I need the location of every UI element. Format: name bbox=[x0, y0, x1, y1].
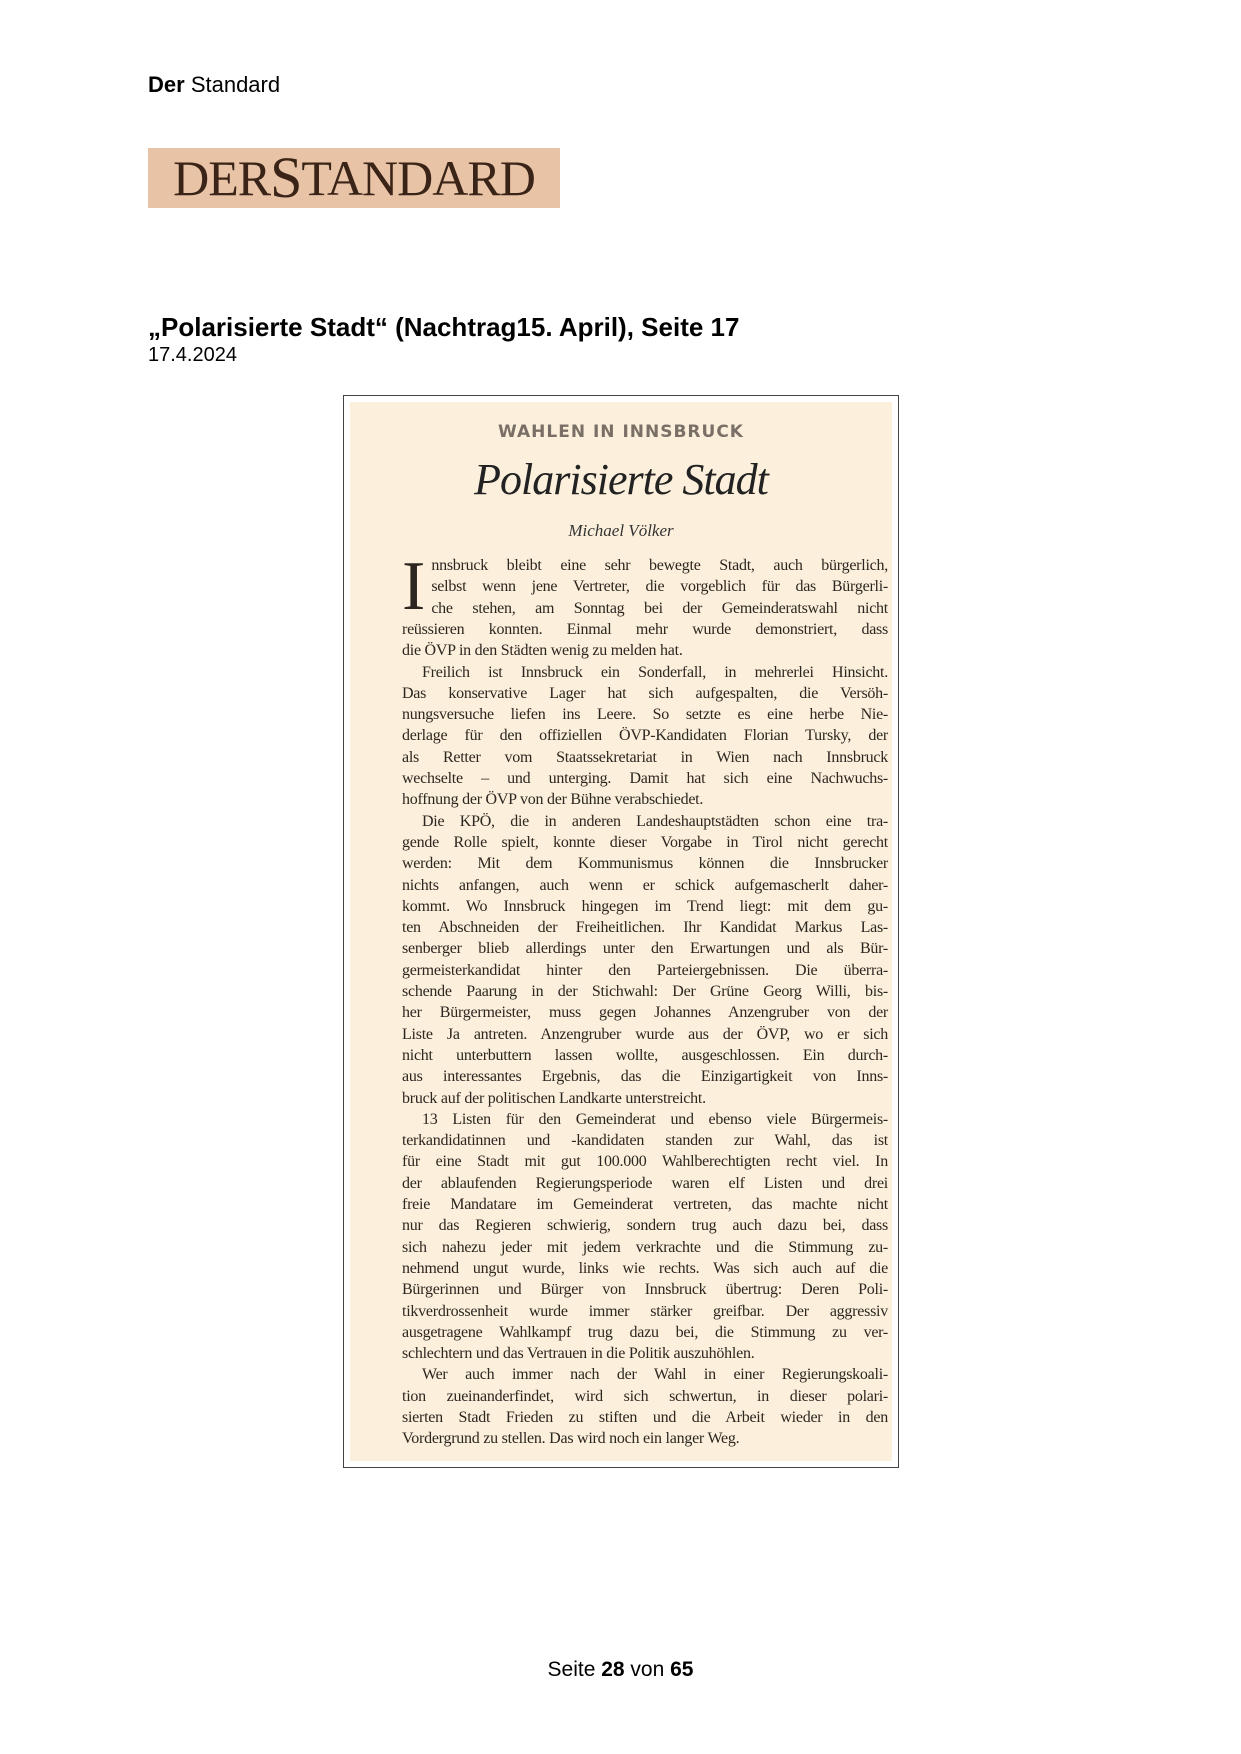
text-line: freie Mandatare im Gemeinderat vertreten, das machte nicht bbox=[402, 1196, 888, 1214]
logo-text: S bbox=[270, 145, 302, 210]
paragraph bbox=[402, 1364, 888, 1449]
logo-text: TANDARD bbox=[301, 150, 535, 206]
text-line: tion zueinanderfindet, wird sich schwertun, in dieser polari- bbox=[402, 1387, 888, 1405]
headline: Polarisierte Stadt bbox=[474, 455, 768, 504]
footer-prefix: Seite bbox=[547, 1658, 602, 1681]
text-line: Bürgerinnen und Bürger von Innsbruck übertrug: Deren Poli- bbox=[402, 1281, 888, 1299]
text-line: germeisterkandidat hinter den Parteiergebnissen. Die überra- bbox=[402, 961, 888, 979]
text-line: aus interessantes Ergebnis, das die Einzigartigkeit von Inns- bbox=[402, 1068, 888, 1086]
drop-cap: I bbox=[402, 548, 426, 625]
logo-text: DER bbox=[173, 150, 271, 206]
text-line: Die KPÖ, die in anderen Landeshauptstädten schon eine tra- bbox=[422, 812, 888, 830]
text-line: kommt. Wo Innsbruck hingegen im Trend liegt: mit dem gu- bbox=[402, 897, 888, 915]
text-line: Liste Ja antreten. Anzengruber wurde aus der ÖVP, wo er sich bbox=[402, 1025, 888, 1043]
newspaper-clipping bbox=[343, 395, 899, 1468]
text-line: werden: Mit dem Kommunismus können die Innsbrucker bbox=[402, 855, 888, 873]
article-title: „Polarisierte Stadt“ (Nachtrag15. April), Seite 17 bbox=[148, 312, 740, 342]
text-line: nur das Regieren schwierig, sondern trug auch dazu bei, dass bbox=[402, 1217, 888, 1235]
text-line: schende Paarung in der Stichwahl: Der Grüne Georg Willi, bis- bbox=[402, 983, 888, 1001]
total-pages: 65 bbox=[670, 1658, 694, 1681]
text-line: Das konservative Lager hat sich aufgespalten, die Versöh- bbox=[402, 684, 888, 702]
der-standard-logo bbox=[148, 145, 560, 210]
text-line: nnsbruck bleibt eine sehr bewegte Stadt, auch bürgerlich, bbox=[431, 557, 888, 574]
text-line: sich nahezu jeder mit jedem verkrachte und die Stimmung zu- bbox=[402, 1238, 888, 1256]
text-line: hoffnung der ÖVP von der Bühne verabschiedet. bbox=[402, 791, 704, 809]
source-label bbox=[148, 72, 280, 98]
text-line: 13 Listen für den Gemeinderat und ebenso viele Bürgermeis- bbox=[422, 1110, 888, 1128]
text-line: als Retter vom Staatssekretariat in Wien nach Innsbruck bbox=[402, 748, 888, 766]
text-line: nungsversuche liefen ins Leere. So setzte es eine herbe Nie- bbox=[402, 706, 888, 724]
source-rest: Standard bbox=[190, 72, 281, 97]
text-line: schlechtern und das Vertrauen in die Politik auszuhöhlen. bbox=[402, 1345, 755, 1363]
text-line: wechselte – und unterging. Damit hat sich eine Nachwuchs- bbox=[402, 770, 888, 788]
text-line: reüssieren konnten. Einmal mehr wurde demonstriert, dass bbox=[402, 621, 888, 638]
text-line: her Bürgermeister, muss gegen Johannes Anzengruber von der bbox=[402, 1004, 888, 1022]
article-date: 17.4.2024 bbox=[148, 344, 237, 366]
paragraph bbox=[402, 1109, 888, 1365]
text-line: nehmend ungut wurde, links wie rechts. Was sich auch auf die bbox=[402, 1259, 888, 1277]
text-line: Vordergrund zu stellen. Das wird noch ein langer Weg. bbox=[402, 1430, 740, 1448]
text-line: selbst wenn jene Vertreter, die vorgeblich für das Bürgerli- bbox=[431, 578, 888, 596]
byline: Michael Völker bbox=[568, 521, 674, 540]
text-line: che stehen, am Sonntag bei der Gemeinderatswahl nicht bbox=[431, 599, 888, 617]
source-bold: Der bbox=[148, 72, 185, 97]
text-line: sierten Stadt Frieden zu stiften und die Arbeit wieder in den bbox=[402, 1408, 888, 1426]
article-body bbox=[402, 548, 888, 1450]
text-line: senberger blieb allerdings unter den Erwartungen und als Bür- bbox=[402, 940, 888, 958]
page-footer bbox=[0, 1658, 1241, 1682]
text-line: Freilich ist Innsbruck ein Sonderfall, in mehrerlei Hinsicht. bbox=[422, 663, 888, 681]
clipping-paper bbox=[350, 402, 892, 1461]
text-line: nichts anfangen, auch wenn er schick aufgemascherlt daher- bbox=[402, 876, 888, 894]
text-line: derlage für den offiziellen ÖVP-Kandidaten Florian Tursky, der bbox=[402, 727, 888, 745]
text-line: terkandidatinnen und -kandidaten standen zur Wahl, das ist bbox=[402, 1132, 888, 1150]
text-line: bruck auf der politischen Landkarte unterstreicht. bbox=[402, 1089, 706, 1107]
current-page: 28 bbox=[601, 1658, 625, 1681]
paragraph bbox=[402, 811, 888, 1109]
text-line: ten Abschneiden der Freiheitlichen. Ihr Kandidat Markus Las- bbox=[402, 919, 888, 937]
footer-mid: von bbox=[624, 1658, 671, 1681]
text-line: der ablaufenden Regierungsperiode waren elf Listen und drei bbox=[402, 1174, 888, 1192]
text-line: tikverdrossenheit wurde immer stärker greifbar. Der aggressiv bbox=[402, 1302, 888, 1320]
text-line: die ÖVP in den Städten wenig zu melden hat. bbox=[402, 642, 683, 660]
first-paragraph bbox=[402, 548, 888, 625]
paragraph bbox=[402, 662, 888, 811]
paragraph bbox=[402, 619, 888, 662]
kicker: WAHLEN IN INNSBRUCK bbox=[498, 422, 744, 442]
text-line: gende Rolle spielt, konnte dieser Vorgabe in Tirol nicht gerecht bbox=[402, 833, 888, 851]
text-line: für eine Stadt mit gut 100.000 Wahlberechtigten recht viel. In bbox=[402, 1153, 888, 1171]
text-line: Wer auch immer nach der Wahl in einer Regierungskoali- bbox=[422, 1366, 888, 1384]
text-line: nicht unterbuttern lassen wollte, ausgeschlossen. Ein durch- bbox=[402, 1046, 888, 1064]
text-line: ausgetragene Wahlkampf trug dazu bei, die Stimmung zu ver- bbox=[402, 1323, 888, 1341]
